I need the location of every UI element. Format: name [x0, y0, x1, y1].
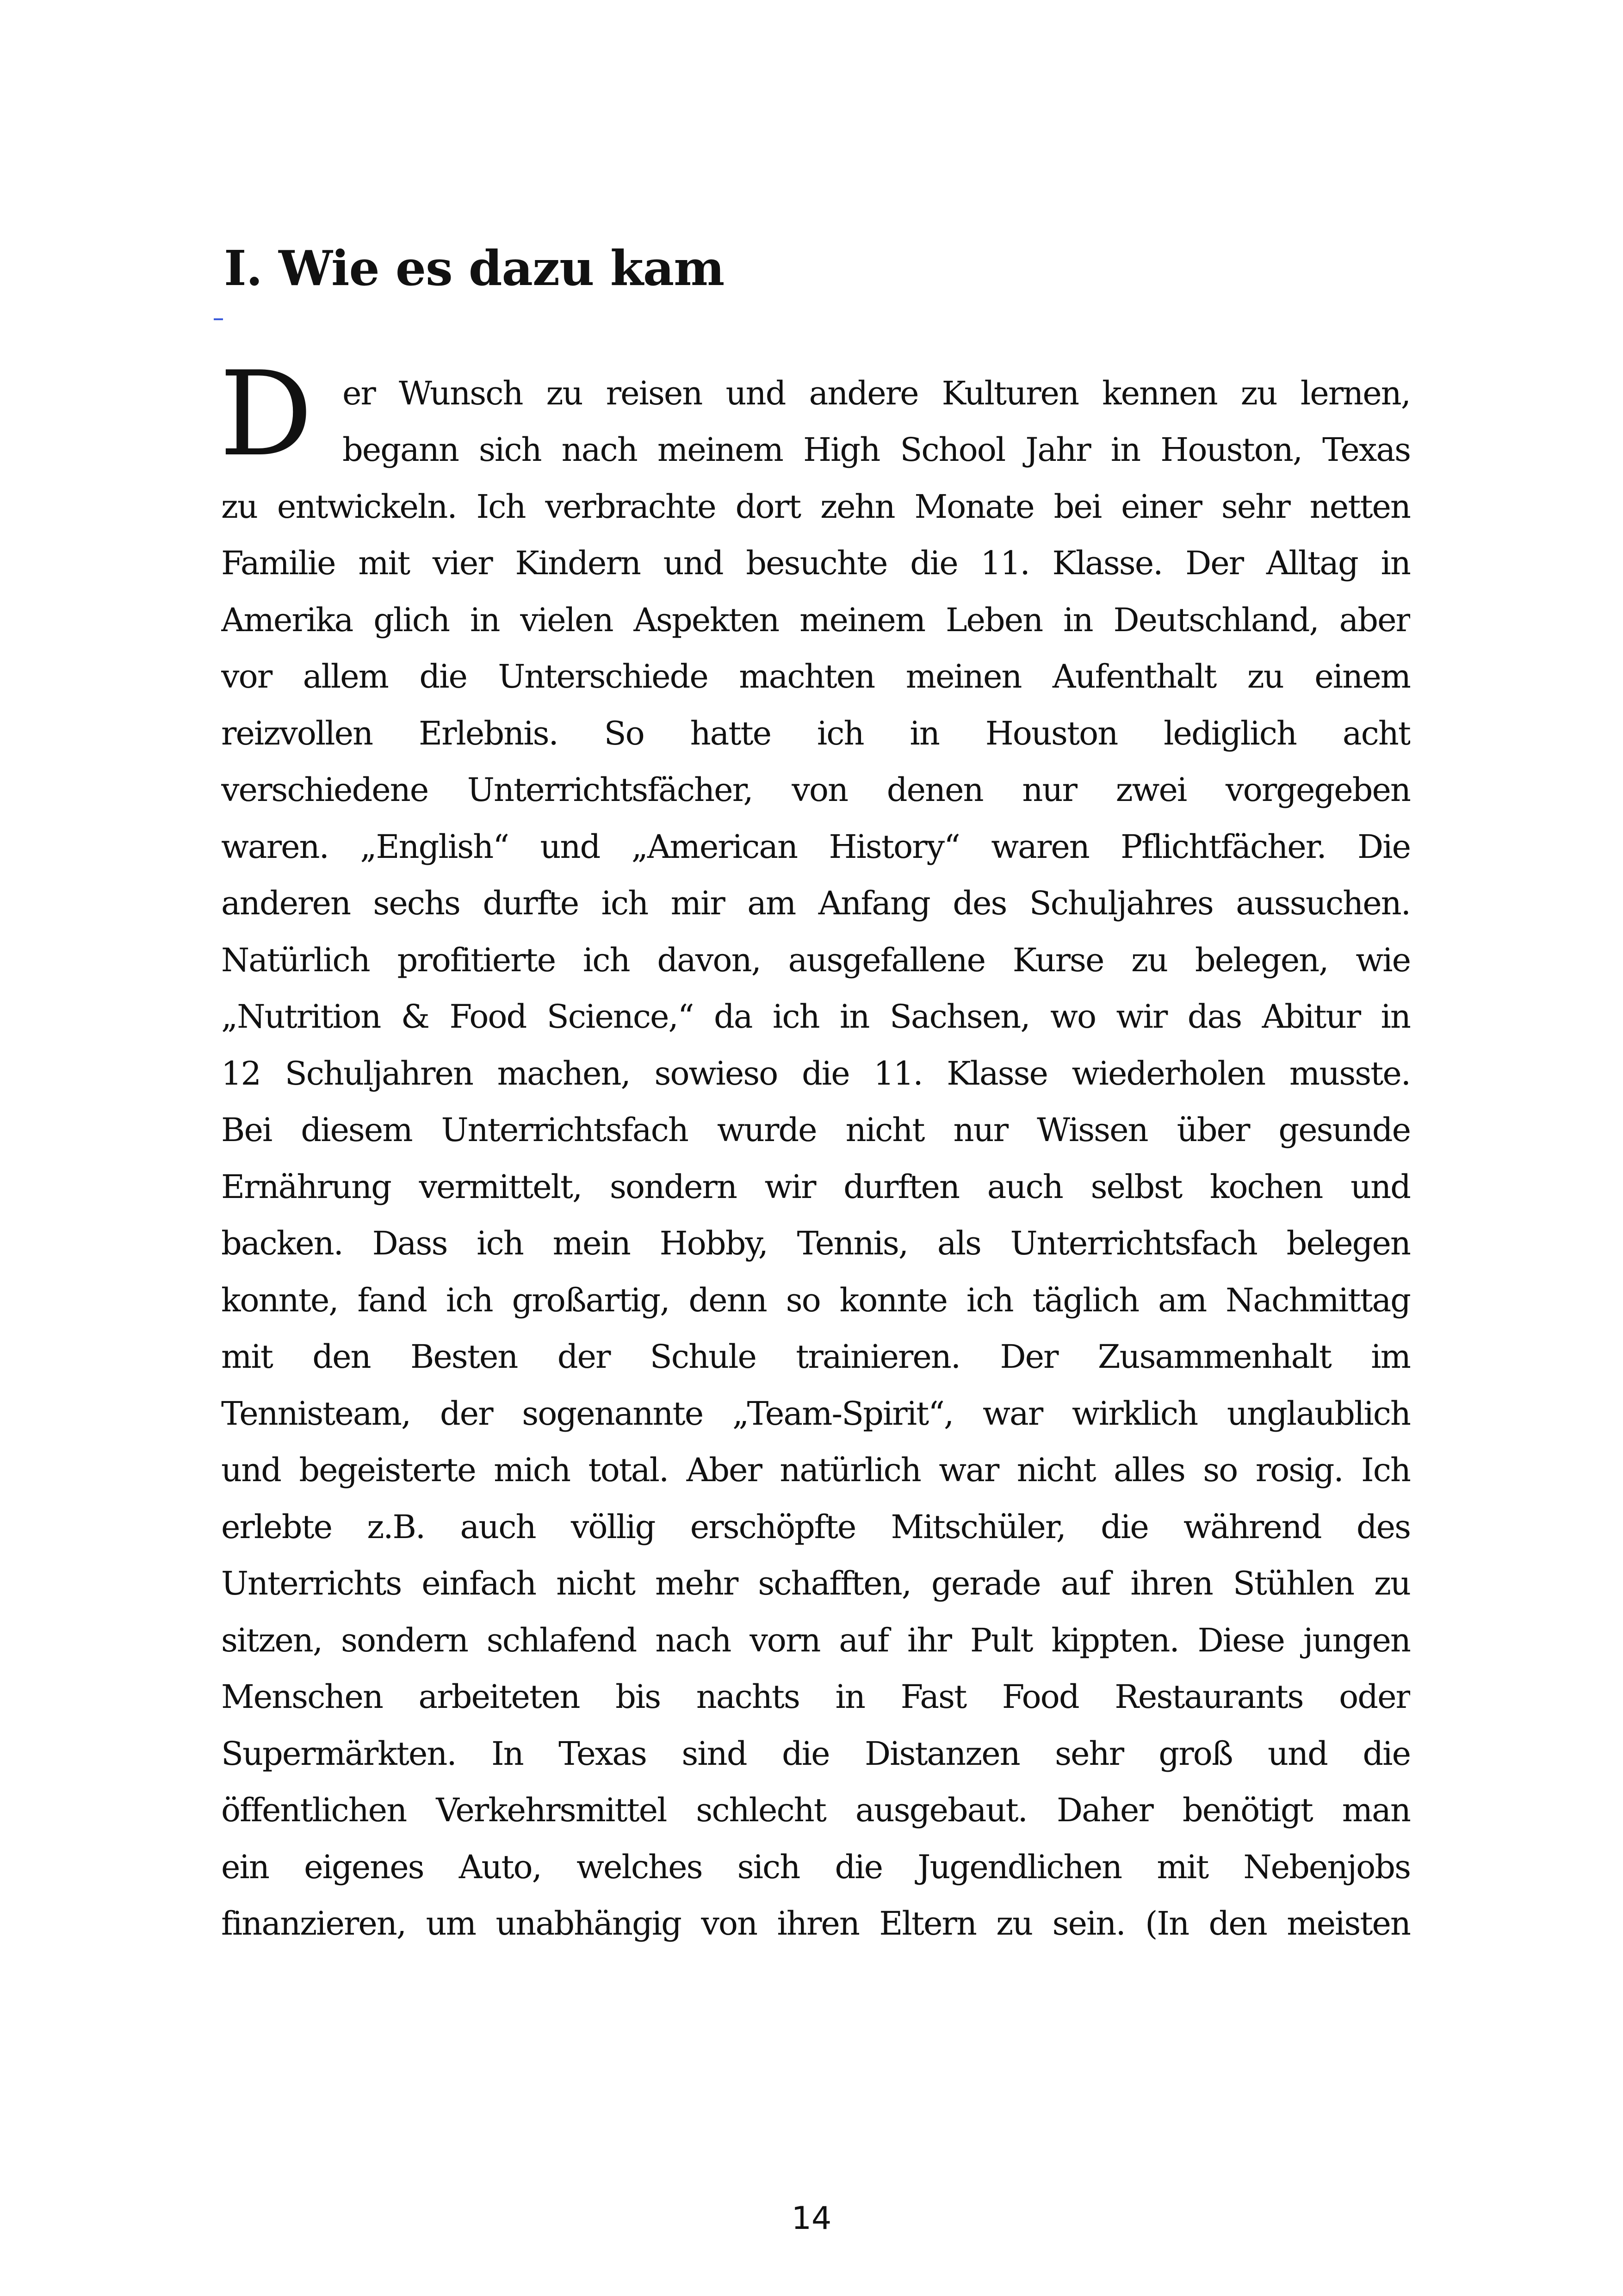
- text-line: reizvollen Erlebnis. So hatte ich in Houston lediglich acht: [221, 714, 1410, 752]
- text-line: erlebte z.B. auch völlig erschöpfte Mitschüler, die während des: [221, 1508, 1410, 1546]
- text-line: und begeisterte mich total. Aber natürlich war nicht alles so rosig. Ich: [221, 1451, 1410, 1489]
- text-line: verschiedene Unterrichtsfächer, von denen nur zwei vorgegeben: [221, 771, 1410, 809]
- text-line: waren. „English“ und „American History“ waren Pflichtfächer. Die: [221, 828, 1410, 866]
- text-line: anderen sechs durfte ich mir am Anfang des Schuljahres aussuchen.: [221, 884, 1410, 922]
- text-line: er Wunsch zu reisen und andere Kulturen kennen zu lernen,: [342, 374, 1410, 412]
- chapter-heading: I. Wie es dazu kam: [224, 240, 725, 297]
- text-line: mit den Besten der Schule trainieren. Der Zusammenhalt im: [221, 1338, 1410, 1376]
- text-line: begann sich nach meinem High School Jahr in Houston, Texas: [342, 431, 1410, 469]
- text-line: Natürlich profitierte ich davon, ausgefallene Kurse zu belegen, wie: [221, 941, 1410, 979]
- text-line: vor allem die Unterschiede machten meinen Aufenthalt zu einem: [221, 658, 1410, 695]
- text-line: finanzieren, um unabhängig von ihren Eltern zu sein. (In den meisten: [221, 1905, 1410, 1942]
- text-line: ein eigenes Auto, welches sich die Jugendlichen mit Nebenjobs: [221, 1848, 1410, 1886]
- text-line: Tennisteam, der sogenannte „Team-Spirit“, war wirklich unglaublich: [221, 1395, 1410, 1433]
- drop-cap: D: [219, 347, 313, 482]
- text-line: Unterrichts einfach nicht mehr schafften, gerade auf ihren Stühlen zu: [221, 1564, 1410, 1602]
- text-line: zu entwickeln. Ich verbrachte dort zehn Monate bei einer sehr netten: [221, 488, 1410, 526]
- text-line: Familie mit vier Kindern und besuchte die 11. Klasse. Der Alltag in: [221, 544, 1410, 582]
- text-line: 12 Schuljahren machen, sowieso die 11. Klasse wiederholen musste.: [221, 1055, 1410, 1092]
- text-line: konnte, fand ich großartig, denn so konnte ich täglich am Nachmittag: [221, 1281, 1410, 1319]
- text-line: Amerika glich in vielen Aspekten meinem Leben in Deutschland, aber: [221, 601, 1410, 639]
- body-text: [219, 347, 1410, 2075]
- text-line: öffentlichen Verkehrsmittel schlecht ausgebaut. Daher benötigt man: [221, 1791, 1410, 1829]
- text-line: Ernährung vermittelt, sondern wir durften auch selbst kochen und: [221, 1168, 1410, 1206]
- text-line: Supermärkten. In Texas sind die Distanzen sehr groß und die: [221, 1735, 1410, 1773]
- text-line: Bei diesem Unterrichtsfach wurde nicht nur Wissen über gesunde: [221, 1111, 1410, 1149]
- text-line: „Nutrition & Food Science,“ da ich in Sachsen, wo wir das Abitur in: [221, 998, 1410, 1036]
- chapter-heading-block: [214, 222, 1417, 315]
- text-line: backen. Dass ich mein Hobby, Tennis, als Unterrichtsfach belegen: [221, 1224, 1410, 1262]
- text-line: sitzen, sondern schlafend nach vorn auf ihr Pult kippten. Diese jungen: [221, 1621, 1410, 1659]
- text-line: Menschen arbeiteten bis nachts in Fast Food Restaurants oder: [221, 1678, 1410, 1716]
- bookmark-anchor-mark: [214, 268, 223, 320]
- page-number: 14: [791, 2200, 832, 2237]
